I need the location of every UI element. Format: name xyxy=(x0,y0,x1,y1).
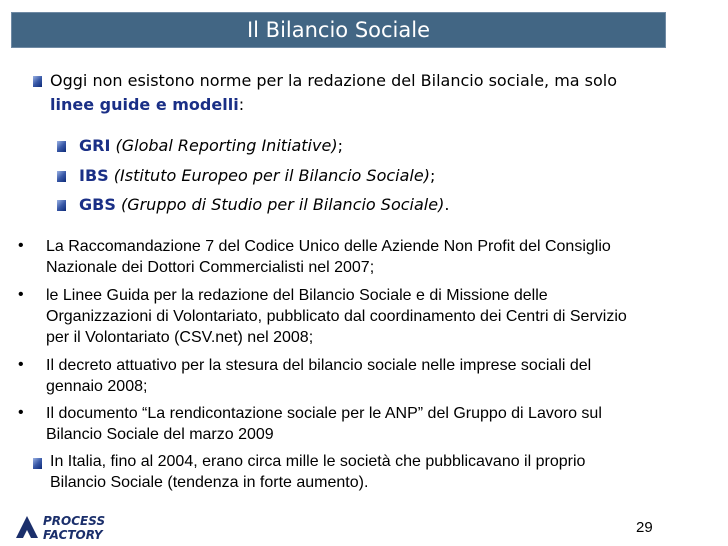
slide-title: Il Bilancio Sociale xyxy=(246,18,431,42)
logo-line-1: PROCESS xyxy=(43,514,106,528)
list-item-line: Organizzazioni di Volontariato, pubblicato dal coordinamento dei Centri di Servizio xyxy=(46,308,627,325)
sub-item-abbr: GRI xyxy=(79,136,111,155)
list-item-line: Il decreto attuativo per la stesura del bilancio sociale nelle imprese sociali del xyxy=(46,357,592,374)
bullet-dot-icon: • xyxy=(18,404,24,421)
process-factory-logo xyxy=(14,512,134,542)
sub-item-desc: (Istituto Europeo per il Bilancio Sociale) xyxy=(113,166,430,185)
bullet-dot-icon: • xyxy=(18,286,24,303)
list-item-line: Bilancio Sociale del marzo 2009 xyxy=(46,426,274,443)
list-item-line: Il documento “La rendicontazione sociale per le ANP” del Gruppo di Lavoro sul xyxy=(46,405,602,422)
closing-line-2: Bilancio Sociale (tendenza in forte aumento). xyxy=(50,474,369,491)
square-bullet-icon xyxy=(57,171,66,182)
intro-line-1: Oggi non esistono norme per la redazione del Bilancio sociale, ma solo xyxy=(50,71,618,90)
intro-colon: : xyxy=(238,95,245,114)
list-item-line: le Linee Guida per la redazione del Bilancio Sociale e di Missione delle xyxy=(46,287,548,304)
bullet-dot-icon: • xyxy=(18,237,24,254)
square-bullet-icon xyxy=(57,141,66,152)
list-item-line: per il Volontariato (CSV.net) nel 2008; xyxy=(46,329,314,346)
square-bullet-icon xyxy=(57,200,66,211)
list-item-line: La Raccomandazione 7 del Codice Unico delle Aziende Non Profit del Consiglio xyxy=(46,238,611,255)
intro-line-2 xyxy=(50,94,244,115)
sub-item-punct: . xyxy=(444,195,450,214)
slide-title-bar xyxy=(11,12,666,48)
sub-item-punct: ; xyxy=(429,166,436,185)
logo-line-2: FACTORY xyxy=(43,528,103,542)
logo-mark-icon xyxy=(14,512,134,542)
sub-item xyxy=(79,165,435,186)
list-item-line: gennaio 2008; xyxy=(46,378,148,395)
sub-item xyxy=(79,194,449,215)
closing-line-1: In Italia, fino al 2004, erano circa mille le società che pubblicavano il proprio xyxy=(50,453,586,470)
sub-item-abbr: IBS xyxy=(79,166,109,185)
sub-item-punct: ; xyxy=(337,136,343,155)
square-bullet-icon xyxy=(33,458,42,469)
sub-item-desc: (Gruppo di Studio per il Bilancio Sociale) xyxy=(120,195,445,214)
sub-item xyxy=(79,135,343,156)
intro-highlight: linee guide e modelli xyxy=(50,95,239,114)
page-number: 29 xyxy=(636,519,653,536)
list-item-line: Nazionale dei Dottori Commercialisti nel 2007; xyxy=(46,259,375,276)
sub-item-desc: (Global Reporting Initiative) xyxy=(115,136,338,155)
sub-item-abbr: GBS xyxy=(79,195,116,214)
bullet-dot-icon: • xyxy=(18,356,24,373)
square-bullet-icon xyxy=(33,76,42,87)
